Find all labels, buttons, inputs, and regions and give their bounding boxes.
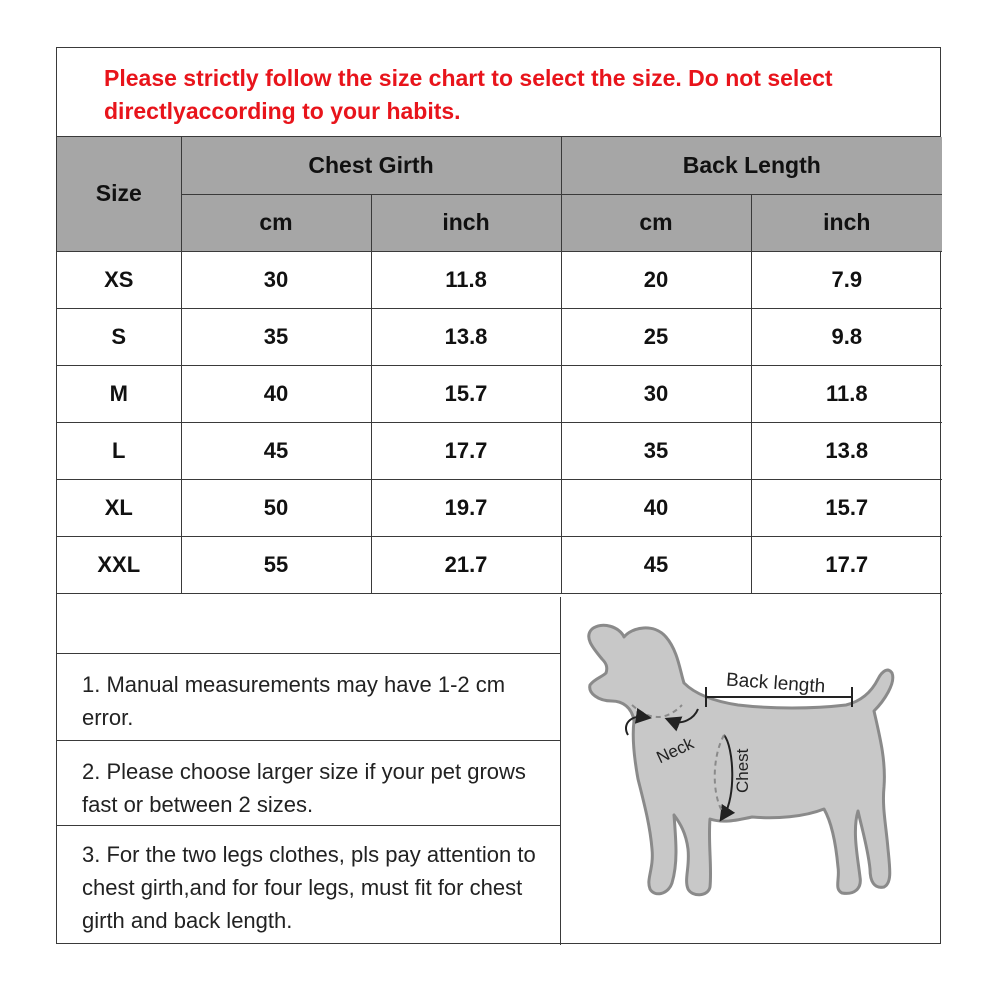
neck-label: Neck (653, 733, 697, 768)
table-row (57, 365, 942, 422)
size-cell: XL (57, 479, 181, 536)
chest-inch-cell: 15.7 (371, 365, 561, 422)
back-inch-cell: 9.8 (751, 308, 942, 365)
dog-illustration (562, 597, 942, 945)
chest-cm-cell: 35 (181, 308, 371, 365)
size-column-header: Size (57, 137, 181, 251)
size-cell: L (57, 422, 181, 479)
table-row (57, 308, 942, 365)
notes-list (57, 597, 561, 945)
chest-cm-cell: 45 (181, 422, 371, 479)
table-row (57, 251, 942, 308)
back-length-label: Back length (725, 669, 826, 698)
size-chart (56, 47, 941, 944)
chest-label: Chest (733, 748, 752, 793)
chest-cm-cell: 50 (181, 479, 371, 536)
table-row (57, 479, 942, 536)
note-item: 2. Please choose larger size if your pet grows fast or between 2 sizes. (57, 741, 560, 826)
chest-cm-cell: 40 (181, 365, 371, 422)
chest-cm-cell: 55 (181, 536, 371, 593)
notes-section (57, 597, 942, 945)
back-inch-cell: 7.9 (751, 251, 942, 308)
table-row (57, 422, 942, 479)
note-item: 3. For the two legs clothes, pls pay attention to chest girth,and for four legs, must fit for chest girth and back length. (82, 842, 536, 933)
chest-inch-cell: 21.7 (371, 536, 561, 593)
size-notice: Please strictly follow the size chart to select the size. Do not select directlyaccording to your habits. (57, 48, 940, 137)
back-cm-cell: 40 (561, 479, 751, 536)
back-inch-cell: 11.8 (751, 365, 942, 422)
chest-girth-header: Chest Girth (181, 137, 561, 194)
back-cm-cell: 45 (561, 536, 751, 593)
back-cm-header: cm (561, 194, 751, 251)
chest-inch-cell: 17.7 (371, 422, 561, 479)
size-cell: S (57, 308, 181, 365)
size-table (57, 137, 942, 594)
back-length-header: Back Length (561, 137, 942, 194)
chest-cm-cell: 30 (181, 251, 371, 308)
blank-cell (57, 597, 560, 654)
chest-inch-header: inch (371, 194, 561, 251)
back-inch-header: inch (751, 194, 942, 251)
back-cm-cell: 35 (561, 422, 751, 479)
size-cell: M (57, 365, 181, 422)
back-inch-cell: 17.7 (751, 536, 942, 593)
size-cell: XXL (57, 536, 181, 593)
back-cm-cell: 20 (561, 251, 751, 308)
table-row (57, 536, 942, 593)
chest-inch-cell: 19.7 (371, 479, 561, 536)
chest-inch-cell: 13.8 (371, 308, 561, 365)
note-item: 1. Manual measurements may have 1-2 cm error. (57, 654, 560, 741)
size-cell: XS (57, 251, 181, 308)
chest-cm-header: cm (181, 194, 371, 251)
back-inch-cell: 15.7 (751, 479, 942, 536)
chest-inch-cell: 11.8 (371, 251, 561, 308)
back-inch-cell: 13.8 (751, 422, 942, 479)
back-cm-cell: 30 (561, 365, 751, 422)
back-cm-cell: 25 (561, 308, 751, 365)
dog-measurement-diagram (562, 597, 942, 945)
